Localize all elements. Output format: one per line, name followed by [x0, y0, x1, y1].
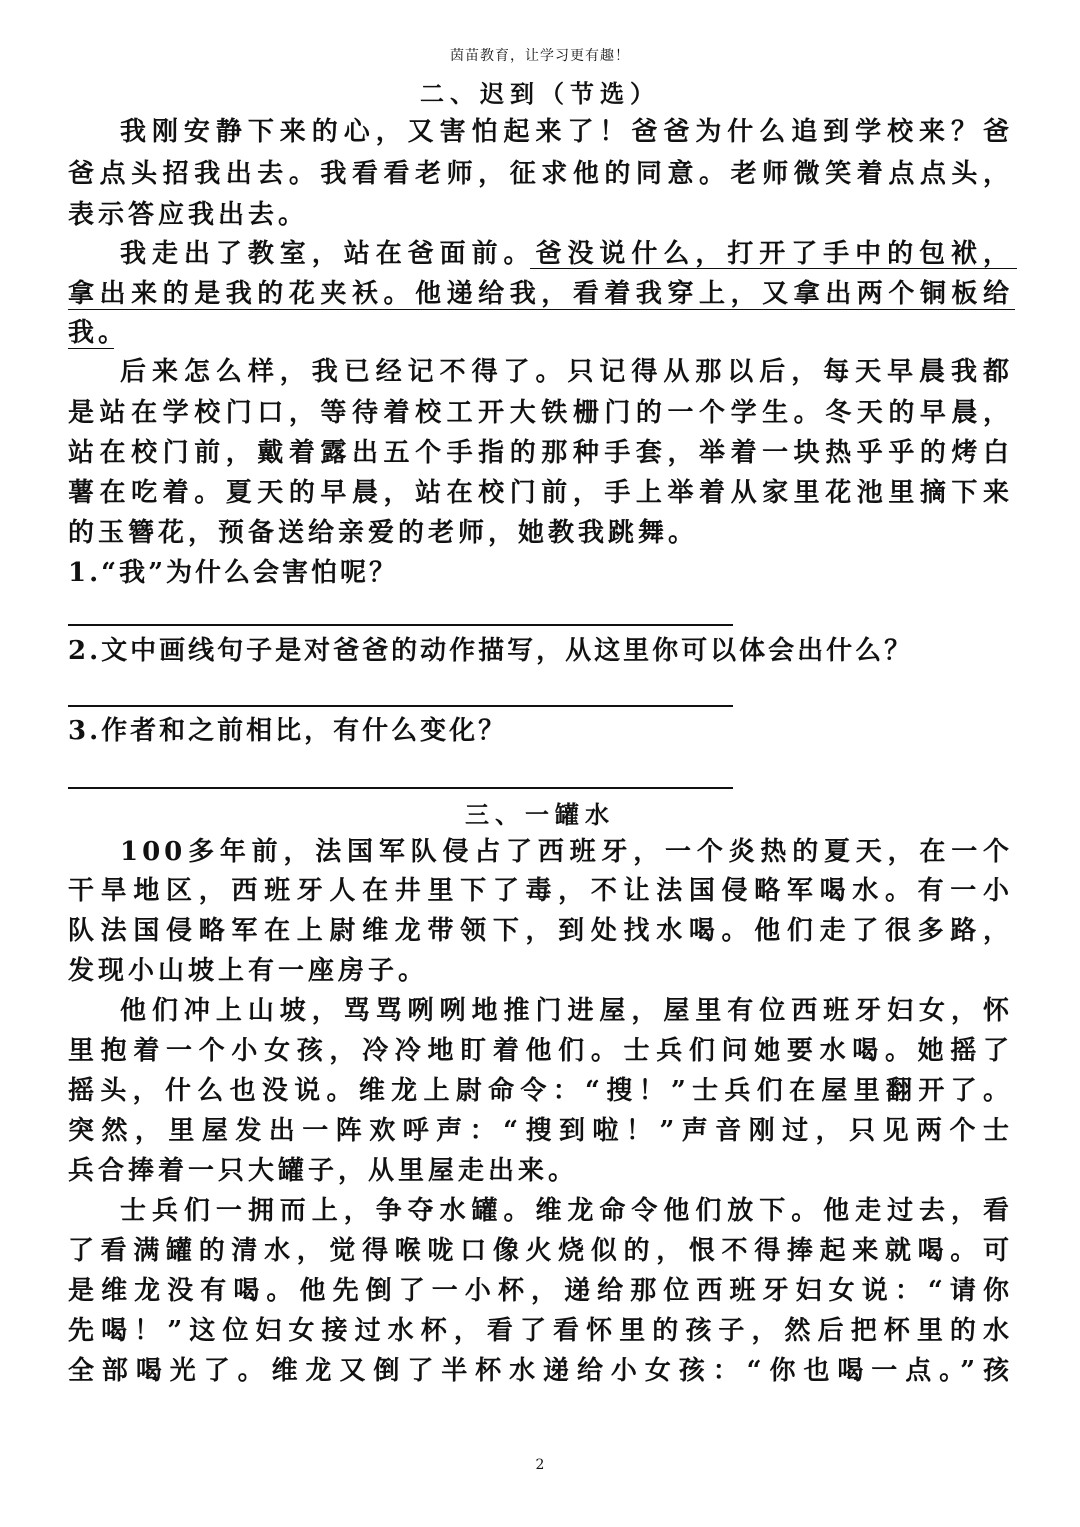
question-1: 1.“我”为什么会害怕呢？ [68, 558, 399, 588]
question-2: 2.文中画线句子是对爸爸的动作描写，从这里你可以体会出什么？ [68, 636, 914, 666]
paragraph-line: 我。 [68, 318, 129, 348]
paragraph-line: 他们冲上山坡，骂骂咧咧地推门进屋，屋里有位西班牙妇女，怀 [120, 996, 1013, 1026]
paragraph-line: 了看满罐的清水，觉得喉咙口像火烧似的，恨不得捧起来就喝。可 [68, 1236, 1013, 1266]
paragraph-line: 士兵们一拥而上，争夺水罐。维龙命令他们放下。他走过去，看 [120, 1196, 1013, 1226]
paragraph-line: 我走出了教室，站在爸面前。爸没说什么，打开了手中的包袱， [120, 239, 1013, 269]
paragraph-line: 是站在学校门口，等待着校工开大铁栅门的一个学生。冬天的早晨， [68, 398, 1013, 428]
answer-line-3[interactable] [68, 787, 733, 789]
answer-line-1[interactable] [68, 624, 733, 626]
answer-line-2[interactable] [68, 705, 733, 707]
paragraph-line: 100多年前，法国军队侵占了西班牙，一个炎热的夏天，在一个 [120, 837, 1013, 867]
page-header: 茵苗教育，让学习更有趣！ [450, 48, 630, 64]
paragraph-line: 拿出来的是我的花夹袄。他递给我，看着我穿上，又拿出两个铜板给 [68, 279, 1013, 309]
paragraph-line: 后来怎么样，我已经记不得了。只记得从那以后，每天早晨我都 [120, 357, 1013, 387]
paragraph-line: 干旱地区，西班牙人在井里下了毒，不让法国侵略军喝水。有一小 [68, 876, 1013, 906]
section-title-jar-of-water: 三、一罐水 [465, 800, 615, 829]
paragraph-line: 表示答应我出去。 [68, 200, 309, 230]
paragraph-line: 摇头，什么也没说。维龙上尉命令：“搜！”士兵们在屋里翻开了。 [68, 1076, 1013, 1106]
paragraph-line: 突然，里屋发出一阵欢呼声：“搜到啦！”声音刚过，只见两个士 [68, 1116, 1013, 1146]
question-3: 3.作者和之前相比，有什么变化？ [68, 716, 508, 746]
sentence-underline [68, 348, 114, 349]
paragraph-line: 爸点头招我出去。我看看老师，征求他的同意。老师微笑着点点头， [68, 159, 1013, 189]
paragraph-line: 我刚安静下来的心，又害怕起来了！爸爸为什么追到学校来？爸 [120, 117, 1013, 147]
paragraph-line: 先喝！”这位妇女接过水杯，看了看怀里的孩子，然后把杯里的水 [68, 1316, 1013, 1346]
sentence-underline [530, 268, 1017, 269]
paragraph-line: 队法国侵略军在上尉维龙带领下，到处找水喝。他们走了很多路， [68, 916, 1013, 946]
paragraph-line: 站在校门前，戴着露出五个手指的那种手套，举着一块热乎乎的烤白 [68, 438, 1013, 468]
paragraph-line: 里抱着一个小女孩，冷冷地盯着他们。士兵们问她要水喝。她摇了 [68, 1036, 1013, 1066]
page-number: 2 [535, 1457, 545, 1473]
paragraph-line: 全部喝光了。维龙又倒了半杯水递给小女孩：“你也喝一点。”孩 [68, 1356, 1013, 1386]
section-title-late: 二、迟到（节选） [420, 79, 660, 108]
paragraph-line: 发现小山坡上有一座房子。 [68, 956, 429, 986]
paragraph-line: 是维龙没有喝。他先倒了一小杯，递给那位西班牙妇女说：“请你 [68, 1276, 1013, 1306]
sentence-underline [68, 309, 1015, 310]
paragraph-line: 薯在吃着。夏天的早晨，站在校门前，手上举着从家里花池里摘下来 [68, 478, 1013, 508]
paragraph-line: 的玉簪花，预备送给亲爱的老师，她教我跳舞。 [68, 518, 699, 548]
paragraph-line: 兵合捧着一只大罐子，从里屋走出来。 [68, 1156, 579, 1186]
